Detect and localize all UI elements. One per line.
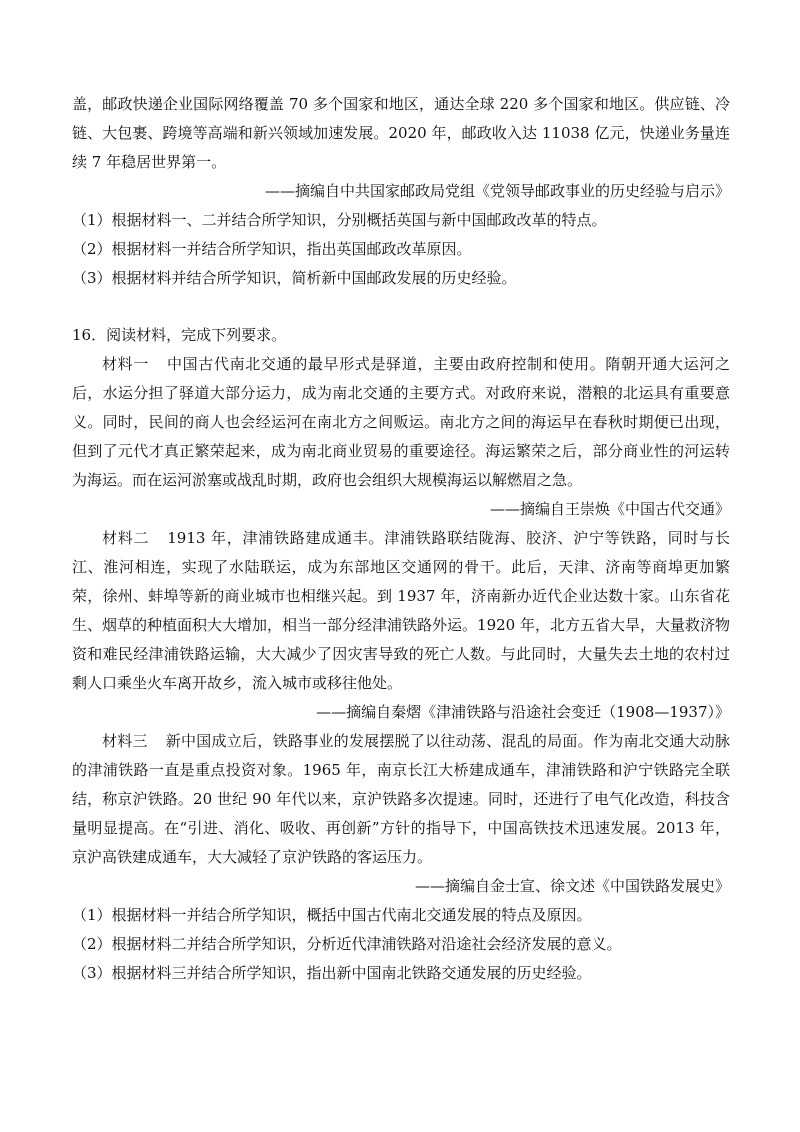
question-item: （2）根据材料一并结合所学知识，指出英国邮政改革原因。 bbox=[72, 240, 472, 258]
material-source: ——摘编自中共国家邮政局党组《党领导邮政事业的历史经验与启示》 bbox=[264, 182, 730, 200]
material-label: 材料二 bbox=[102, 529, 150, 547]
question-item: （3）根据材料三并结合所学知识，指出新中国南北铁路交通发展的历史经验。 bbox=[72, 964, 592, 982]
material-paragraph bbox=[72, 350, 730, 495]
question-title: 16．阅读材料，完成下列要求。 bbox=[72, 326, 287, 344]
spacer bbox=[72, 293, 730, 321]
question-item: （1）根据材料一、二并结合所学知识，分别概括英国与新中国邮政改革的特点。 bbox=[72, 211, 607, 229]
material-text: 新中国成立后，铁路事业的发展摆脱了以往动荡、混乱的局面。作为南北交通大动脉的津浦铁路一直是重点投资对象。1965 年，南京长江大桥建成通车，津浦铁路和沪宁铁路完全联结，称京沪铁路。20 世纪 90 年代以来，京沪铁路多次提速。同时，还进行了电气化改造，科技含量明显提高。在“引进、消化、吸收、再创新”方针的指导下，中国高铁技术迅速发展。2013 年，京沪高铁建成通车，大大减轻了京沪铁路的客运压力。 bbox=[72, 732, 730, 866]
question-item: （1）根据材料一并结合所学知识，概括中国古代南北交通发展的特点及原因。 bbox=[72, 906, 592, 924]
material-source: ——摘编自王崇焕《中国古代交通》 bbox=[489, 500, 730, 518]
material-source: ——摘编自金士宣、徐文述《中国铁路发展史》 bbox=[414, 877, 730, 895]
material-paragraph bbox=[72, 524, 730, 698]
question-item: （3）根据材料并结合所学知识，简析新中国邮政发展的历史经验。 bbox=[72, 269, 517, 287]
material-text: 1913 年，津浦铁路建成通丰。津浦铁路联结陇海、胶济、沪宁等铁路，同时与长江、淮河相连，实现了水陆联运，成为东部地区交通网的骨干。此后，天津、济南等商埠更加繁荣，徐州、蚌埠等新的商业城市也相继兴起。到 1937 年，济南新办近代企业达数十家。山东省花生、烟草的种植面积大大增加，相当一部分经津浦铁路外运。1920 年，北方五省大旱，大量救济物资和难民经津浦铁路运输，大大减少了因灾害导致的死亡人数。与此同时，大量失去土地的农村过剩人口乘坐火车离开故乡，流入城市或移往他处。 bbox=[72, 529, 730, 692]
material-paragraph: 盖，邮政快递企业国际网络覆盖 70 多个国家和地区，通达全球 220 多个国家和地区。供应链、冷链、大包裹、跨境等高端和新兴领域加速发展。2020 年，邮政收入达 11038 亿元，快递业务量连续 7 年稳居世界第一。 bbox=[72, 95, 730, 171]
question-item: （2）根据材料二并结合所学知识，分析近代津浦铁路对沿途社会经济发展的意义。 bbox=[72, 935, 622, 953]
material-source: ——摘编自秦熠《津浦铁路与沿途社会变迁（1908—1937）》 bbox=[316, 703, 730, 721]
document-page bbox=[72, 90, 730, 988]
material-label: 材料一 bbox=[102, 355, 149, 373]
material-text: 中国古代南北交通的最早形式是驿道，主要由政府控制和使用。隋朝开通大运河之后，水运分担了驿道大部分运力，成为南北交通的主要方式。对政府来说，潜粮的北运具有重要意义。同时，民间的商人也会经运河在南北方之间贩运。南北方之间的海运早在春秋时期便已出现，但到了元代才真正繁荣起来，成为南北商业贸易的重要途径。海运繁荣之后，部分商业性的河运转为海运。而在运河淤塞或战乱时期，政府也会组织大规模海运以解燃眉之急。 bbox=[72, 355, 730, 489]
material-paragraph bbox=[72, 727, 730, 872]
material-label: 材料三 bbox=[102, 732, 148, 750]
